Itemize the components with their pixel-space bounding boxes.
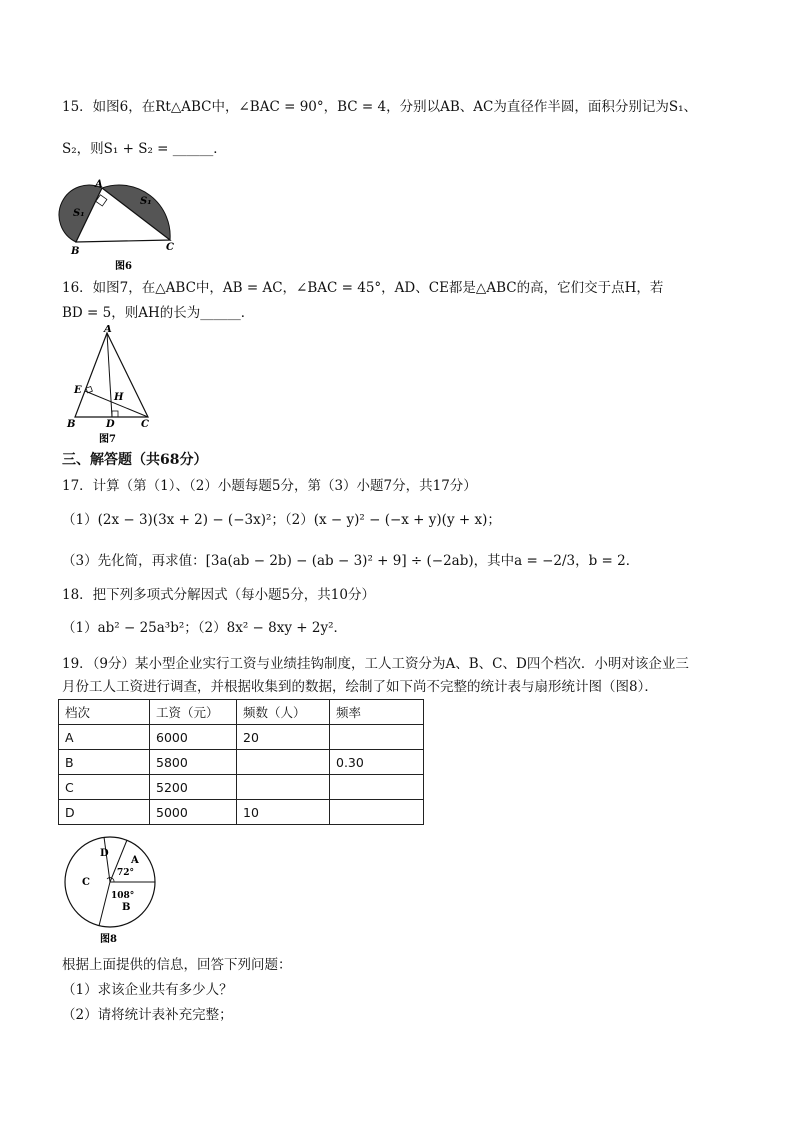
label-a: A	[95, 179, 103, 190]
table-row	[59, 750, 424, 775]
q19-sub2: （2）请将统计表补充完整；	[62, 1007, 233, 1023]
label-d: D	[106, 419, 115, 430]
table-cell	[330, 800, 424, 825]
table-cell: D	[59, 800, 150, 825]
table-cell	[237, 750, 330, 775]
q15-line2: S₂，则S₁ + S₂ = ______．	[62, 141, 227, 157]
label-b: B	[67, 419, 76, 430]
pie-label-c: C	[82, 877, 90, 888]
figure-6-caption: 图6	[115, 261, 132, 272]
pie-label-b: B	[122, 902, 131, 913]
label-a: A	[104, 325, 112, 335]
table-cell: 5000	[150, 800, 237, 825]
label-c: C	[166, 242, 174, 253]
figure-6	[58, 168, 198, 274]
figure-7-caption: 图7	[99, 434, 116, 445]
wage-table	[58, 699, 424, 825]
pie-label-a: A	[131, 855, 139, 866]
q17-line2: （1）(2x − 3)(3x + 2) − (−3x)²；（2）(x − y)² − (−x + y)(y + x)；	[62, 512, 501, 528]
table-header: 频率	[330, 700, 424, 725]
table-cell: 10	[237, 800, 330, 825]
table-cell	[330, 775, 424, 800]
pie-angle-b: 108°	[111, 891, 135, 901]
q17-line3: （3）先化简，再求值：[3a(ab − 2b) − (ab − 3)² + 9] ÷ (−2ab)，其中a = −2/3，b = 2．	[62, 553, 640, 569]
q18-line1: 18．把下列多项式分解因式（每小题5分，共10分）	[62, 587, 375, 603]
label-h: H	[114, 392, 124, 403]
q16-line1: 16．如图7，在△ABC中，AB = AC，∠BAC = 45°，AD、CE都是△ABC的高，它们交于点H，若	[62, 280, 664, 296]
figure-8-caption: 图8	[100, 934, 117, 945]
q19-prompt: 根据上面提供的信息，回答下列问题：	[62, 957, 292, 973]
pie-angle-a: 72°	[117, 868, 135, 878]
table-header: 工资（元）	[150, 700, 237, 725]
label-e: E	[74, 385, 82, 396]
table-cell	[330, 725, 424, 750]
table-cell: A	[59, 725, 150, 750]
right-angle-mark-d	[112, 411, 118, 417]
right-angle-mark-e	[86, 386, 92, 392]
section-title: 三、解答题（共68分）	[62, 452, 208, 468]
q16-line2: BD = 5，则AH的长为______．	[62, 305, 255, 321]
q17-line1: 17．计算（第（1）、（2）小题每题5分，第（3）小题7分，共17分）	[62, 478, 477, 494]
label-b: B	[71, 246, 80, 257]
q19-line2: 月份工人工资进行调查，并根据收集到的数据，绘制了如下尚不完整的统计表与扇形统计图（图8）．	[62, 679, 658, 695]
q18-line2: （1）ab² − 25a³b²；（2）8x² − 8xy + 2y²．	[62, 620, 347, 636]
table-cell: 5200	[150, 775, 237, 800]
table-row	[59, 800, 424, 825]
table-row	[59, 775, 424, 800]
q19-line1: 19．（9分）某小型企业实行工资与业绩挂钩制度，工人工资分为A、B、C、D四个档次．小明对该企业三	[62, 656, 689, 672]
figure-7	[62, 325, 162, 447]
table-header: 档次	[59, 700, 150, 725]
table-header: 频数（人）	[237, 700, 330, 725]
table-cell: 5800	[150, 750, 237, 775]
table-cell: B	[59, 750, 150, 775]
table-cell: C	[59, 775, 150, 800]
table-header-row	[59, 700, 424, 725]
table-cell: 6000	[150, 725, 237, 750]
table-cell: 0.30	[330, 750, 424, 775]
altitude-ad	[107, 333, 112, 417]
figure-8-pie	[60, 835, 164, 947]
q15-line1: 15．如图6，在Rt△ABC中，∠BAC = 90°，BC = 4，分别以AB、AC为直径作半圆，面积分别记为S₁、	[62, 99, 698, 115]
table-row	[59, 725, 424, 750]
label-s1-right: S₁	[140, 196, 152, 207]
label-c: C	[141, 419, 149, 430]
label-s1-left: S₁	[73, 208, 85, 219]
q19-sub1: （1）求该企业共有多少人？	[62, 982, 233, 998]
pie-label-d: D	[100, 848, 109, 859]
table-cell	[237, 775, 330, 800]
table-cell: 20	[237, 725, 330, 750]
